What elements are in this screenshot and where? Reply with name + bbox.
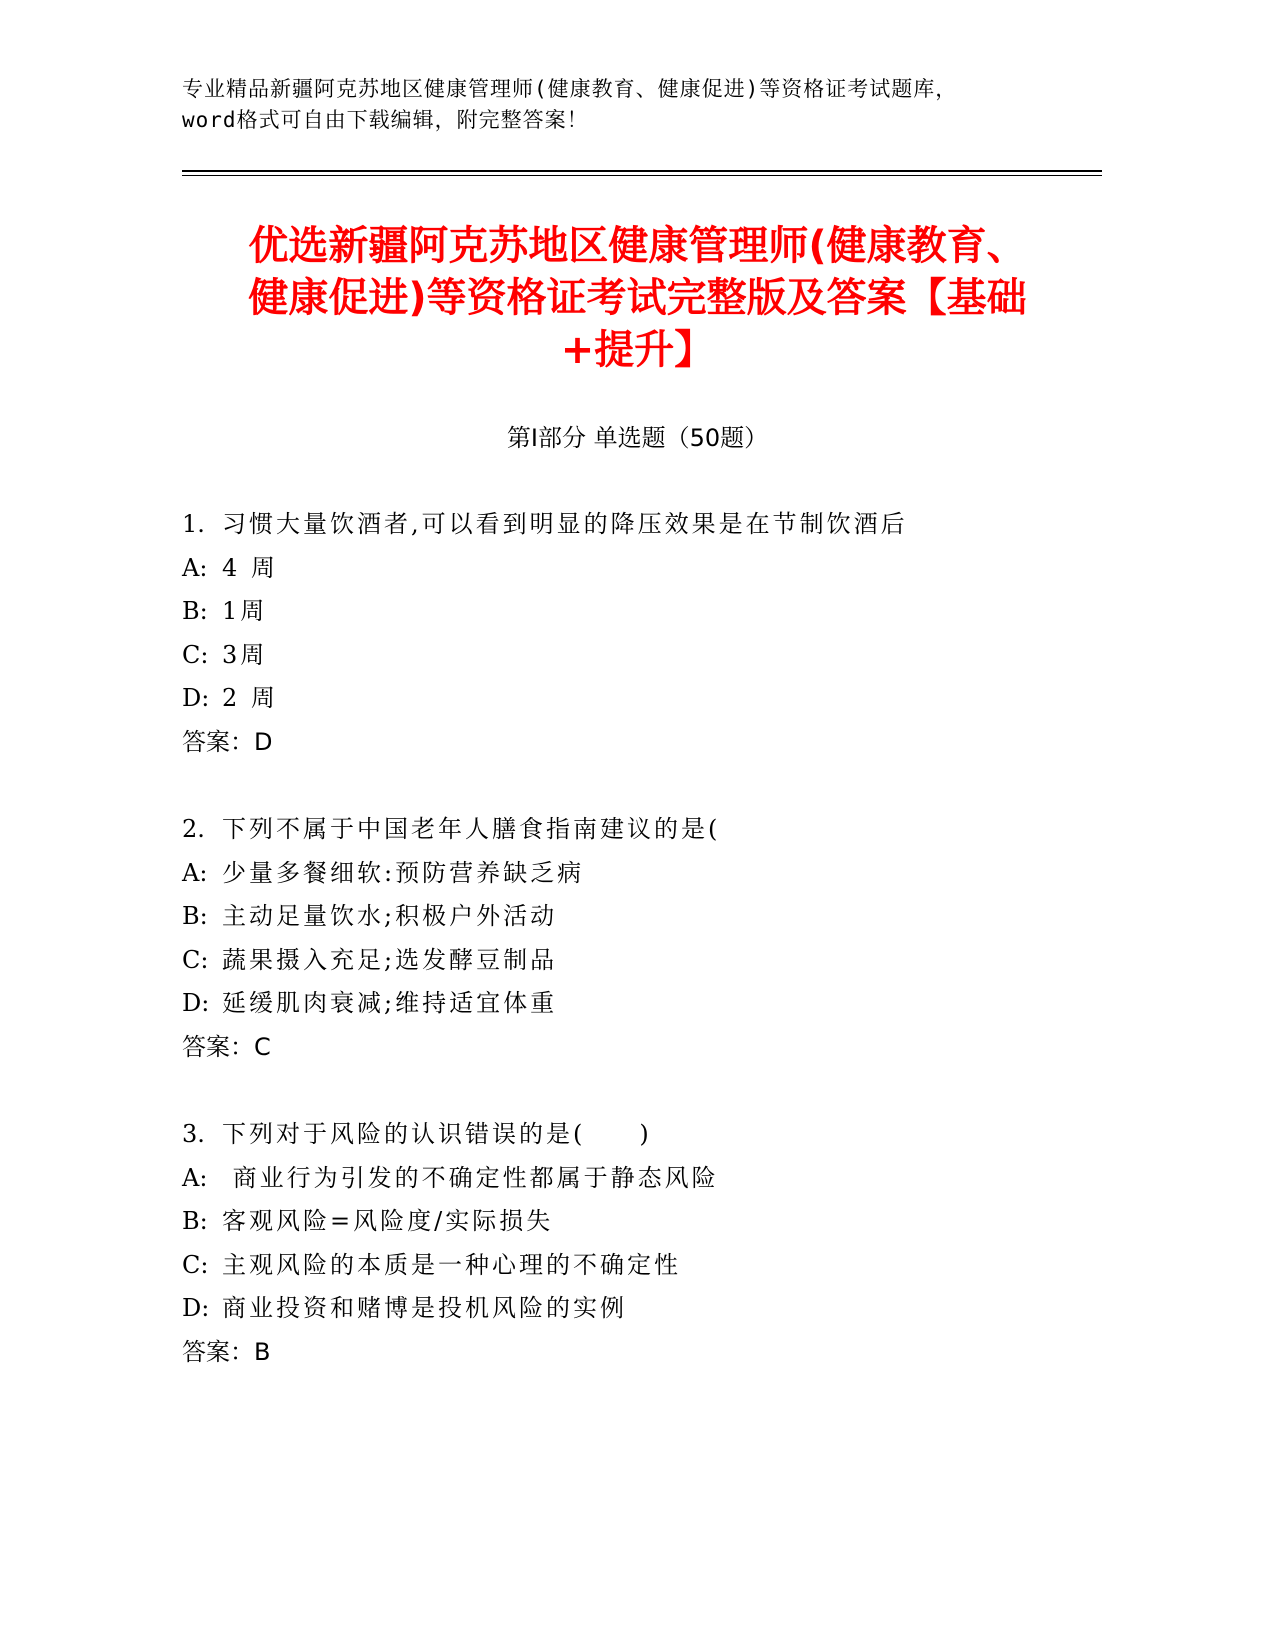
option-b — [182, 895, 1082, 939]
option-text: 客观风险=风险度/实际损失 — [222, 1207, 554, 1235]
question-item — [182, 1113, 1082, 1374]
option-key: C: — [182, 640, 209, 669]
option-text: 延缓肌肉衰减;维持适宜体重 — [222, 989, 558, 1017]
question-text: 下列不属于中国老年人膳食指南建议的是( — [222, 815, 721, 843]
option-key: C: — [182, 1250, 209, 1279]
option-text: 商业投资和赌博是投机风险的实例 — [222, 1294, 627, 1322]
option-text: 蔬果摄入充足;选发酵豆制品 — [222, 945, 558, 974]
header-notice — [182, 74, 1082, 136]
question-text: 下列对于风险的认识错误的是( ) — [222, 1120, 652, 1148]
answer-line: 答案：C — [182, 1032, 271, 1061]
header-notice-line: 专业精品新疆阿克苏地区健康管理师(健康教育、健康促进)等资格证考试题库， — [182, 77, 958, 101]
option-text: 主观风险的本质是一种心理的不确定性 — [222, 1250, 681, 1279]
header-notice-line: word格式可自由下载编辑，附完整答案！ — [182, 108, 589, 132]
option-c — [182, 634, 1082, 678]
question-item — [182, 808, 1082, 1069]
option-b — [182, 590, 1082, 634]
header-divider — [182, 175, 1102, 176]
option-key: D: — [182, 684, 210, 712]
document-title-line: 优选新疆阿克苏地区健康管理师(健康教育、 — [248, 223, 1027, 269]
option-text: 商业行为引发的不确定性都属于静态风险 — [222, 1163, 719, 1192]
option-key: B: — [182, 1207, 208, 1235]
question-text: 习惯大量饮酒者,可以看到明显的降压效果是在节制饮酒后 — [222, 510, 908, 538]
option-key: A: — [182, 1163, 208, 1192]
option-text: 1周 — [222, 597, 268, 625]
question-number: 3. — [182, 1120, 205, 1148]
option-a — [182, 1157, 1082, 1201]
option-a — [182, 852, 1082, 896]
option-text: 主动足量饮水;积极户外活动 — [222, 902, 558, 930]
option-key: B: — [182, 902, 208, 930]
document-title-line: +提升】 — [560, 327, 715, 373]
option-d — [182, 1287, 1082, 1331]
answer-line: 答案：D — [182, 727, 273, 756]
option-d — [182, 677, 1082, 721]
option-d — [182, 982, 1082, 1026]
option-text: 4 周 — [222, 553, 278, 582]
question-item — [182, 503, 1082, 764]
option-key: D: — [182, 989, 210, 1017]
option-a — [182, 547, 1082, 591]
option-text: 少量多餐细软:预防营养缺乏病 — [222, 858, 585, 887]
option-b — [182, 1200, 1082, 1244]
question-stem — [182, 808, 1082, 852]
option-text: 2 周 — [222, 684, 278, 712]
question-stem — [182, 1113, 1082, 1157]
question-stem — [182, 503, 1082, 547]
option-key: A: — [182, 553, 208, 582]
option-key: B: — [182, 597, 208, 625]
option-key: A: — [182, 858, 208, 887]
document-title — [160, 220, 1115, 376]
question-number: 1. — [182, 510, 205, 538]
option-text: 3周 — [222, 640, 268, 669]
answer-line: 答案：B — [182, 1337, 271, 1366]
option-c — [182, 939, 1082, 983]
document-title-line: 健康促进)等资格证考试完整版及答案【基础 — [248, 275, 1027, 321]
option-c — [182, 1244, 1082, 1288]
question-number: 2. — [182, 815, 205, 843]
option-key: C: — [182, 945, 209, 974]
section-heading: 第Ⅰ部分 单选题（50题） — [506, 424, 769, 452]
header-divider — [182, 170, 1102, 172]
option-key: D: — [182, 1294, 210, 1322]
